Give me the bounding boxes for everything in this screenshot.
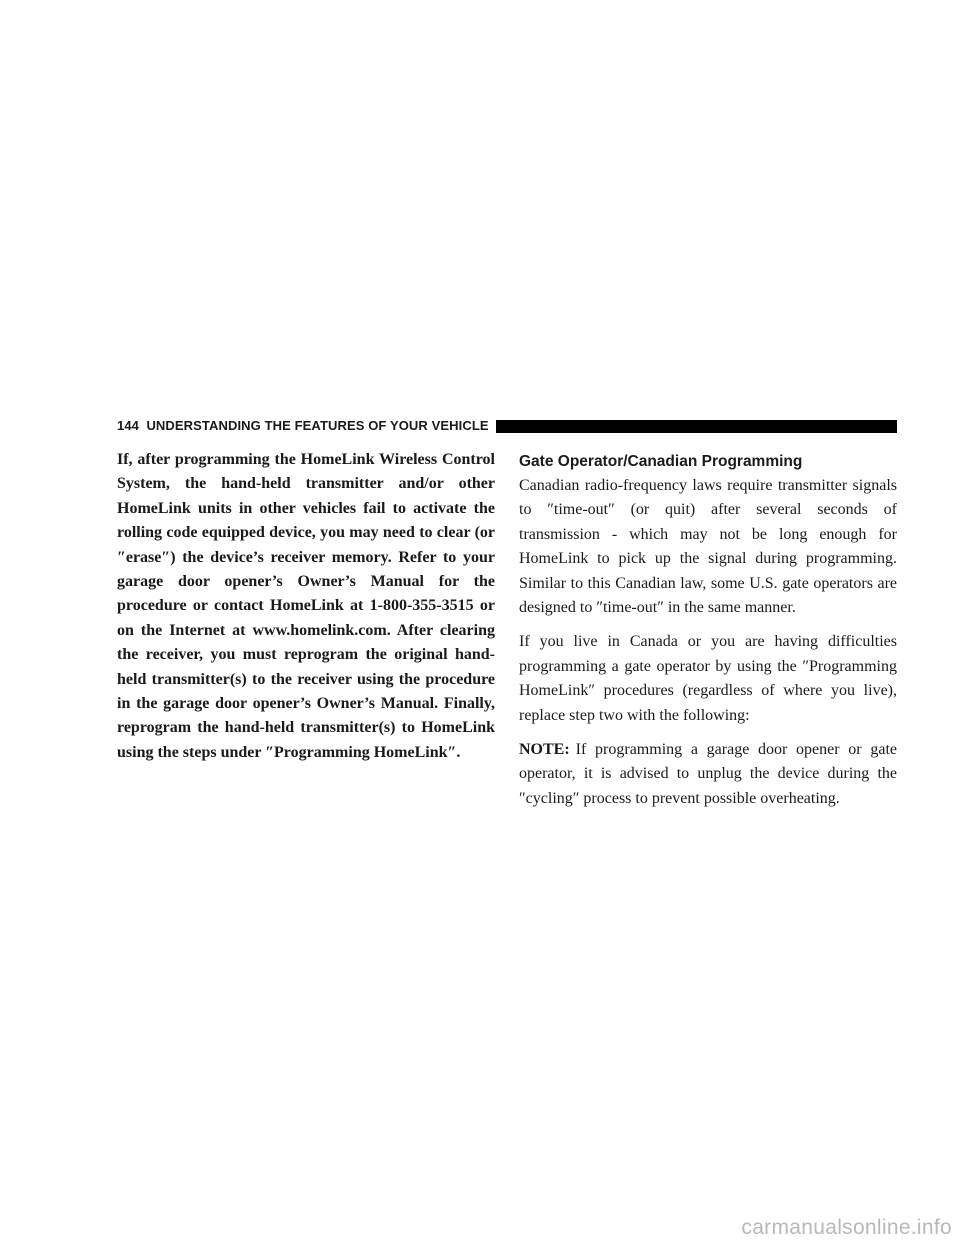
left-column (117, 448, 495, 765)
note-label: NOTE: (519, 741, 570, 759)
header-text (117, 418, 489, 434)
header-rule-bar (496, 420, 897, 433)
section-title: UNDERSTANDING THE FEATURES OF YOUR VEHICLE (146, 418, 489, 433)
note-paragraph (519, 738, 897, 811)
difficulties-paragraph: If you live in Canada or you are having difficulties programming a gate operator by using the ″Programming HomeLink″ procedures (regardless of where you live), replace step two with the following: (519, 633, 897, 724)
right-column (519, 448, 897, 811)
note-text: If programming a garage door opener or gate operator, it is advised to unplug the device during the ″cycling″ process to prevent possible overheating. (519, 741, 897, 807)
watermark-link[interactable]: carmanualsonline.info (741, 1216, 952, 1239)
section-heading: Gate Operator/Canadian Programming (519, 453, 803, 470)
canadian-law-paragraph: Canadian radio-frequency laws require transmitter signals to ″time-out″ (or quit) after several seconds of transmission - which may not be long enough for HomeLink to pick up the signal during programming. Similar to this Canadian law, some U.S. gate operators are designed to ″time-out″ in the same manner. (519, 477, 897, 617)
page-header (117, 418, 897, 434)
page-number: 144 (117, 418, 139, 433)
homelink-clear-paragraph: If, after programming the HomeLink Wireless Control System, the hand-held transmitter and/or other HomeLink units in other vehicles fail to activate the rolling code equipped device, you may need to clear (or ″erase″) the device’s receiver memory. Refer to your garage door opener’s Owner’s Manual for the procedure or contact HomeLink at 1-800-355-3515 or on the Internet at www.homelink.com. After clearing the receiver, you must reprogram the original hand-held transmitter(s) to the receiver using the procedure in the garage door opener’s Owner’s Manual. Finally, reprogram the hand-held transmitter(s) to HomeLink using the steps under ″Programming HomeLink″. (117, 451, 495, 761)
